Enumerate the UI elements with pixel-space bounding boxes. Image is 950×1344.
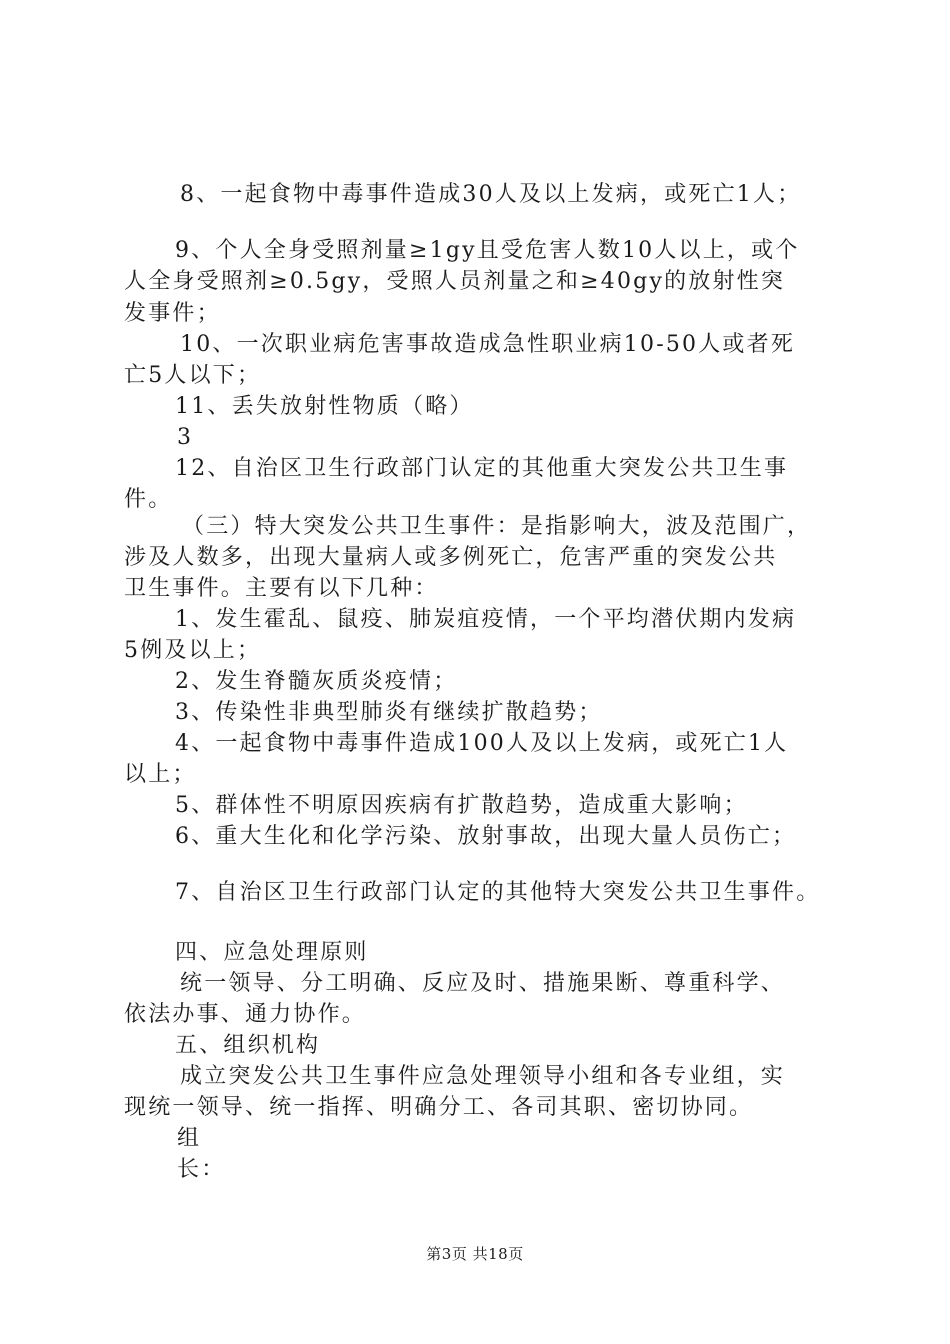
text-line: 2、发生脊髓灰质炎疫情； [175, 669, 458, 694]
text-line: 9、个人全身受照剂量≥1gy且受危害人数10人以上，或个 [175, 238, 800, 263]
text-line: 现统一领导、统一指挥、明确分工、各司其职、密切协同。 [124, 1095, 754, 1120]
text-line: 3、传染性非典型肺炎有继续扩散趋势； [175, 700, 603, 725]
text-line: 亡5人以下； [124, 363, 262, 388]
page-number-marker: 3 [177, 425, 194, 450]
text-line: 5例及以上； [124, 638, 262, 663]
text-line: 4、一起食物中毒事件造成100人及以上发病，或死亡1人 [175, 731, 789, 756]
text-line: 6、重大生化和化学污染、放射事故，出现大量人员伤亡； [175, 824, 797, 849]
text-line: 长： [177, 1157, 226, 1182]
text-line: 10、一次职业病危害事故造成急性职业病10-50人或者死 [180, 332, 796, 357]
text-line: 卫生事件。主要有以下几种： [124, 576, 439, 601]
text-line: 统一领导、分工明确、反应及时、措施果断、尊重科学、 [180, 971, 786, 996]
section-heading: 五、组织机构 [175, 1033, 321, 1058]
section-heading: 四、应急处理原则 [175, 940, 369, 965]
text-line: 以上； [124, 762, 197, 787]
text-line: 7、自治区卫生行政部门认定的其他特大突发公共卫生事件。 [175, 880, 821, 905]
section-heading: （三）特大突发公共卫生事件：是指影响大，波及范围广， [182, 514, 812, 539]
text-line: 5、群体性不明原因疾病有扩散趋势，造成重大影响； [175, 793, 748, 818]
text-line: 12、自治区卫生行政部门认定的其他重大突发公共卫生事 [175, 456, 789, 481]
text-line: 涉及人数多，出现大量病人或多例死亡，危害严重的突发公共 [124, 545, 778, 570]
text-line: 件。 [124, 487, 173, 512]
text-line: 人全身受照剂≥0.5gy，受照人员剂量之和≥40gy的放射性突 [124, 269, 786, 294]
page-footer: 第3页 共18页 [426, 1245, 524, 1263]
text-line: 8、一起食物中毒事件造成30人及以上发病，或死亡1人； [180, 182, 802, 207]
text-line: 1、发生霍乱、鼠疫、肺炭疽疫情，一个平均潜伏期内发病 [175, 607, 797, 632]
text-line: 11、丢失放射性物质（略） [175, 394, 474, 419]
text-line: 依法办事、通力协作。 [124, 1002, 367, 1027]
text-line: 组 [177, 1126, 202, 1151]
text-line: 成立突发公共卫生事件应急处理领导小组和各专业组，实 [180, 1064, 786, 1089]
text-line: 发事件； [124, 301, 221, 326]
